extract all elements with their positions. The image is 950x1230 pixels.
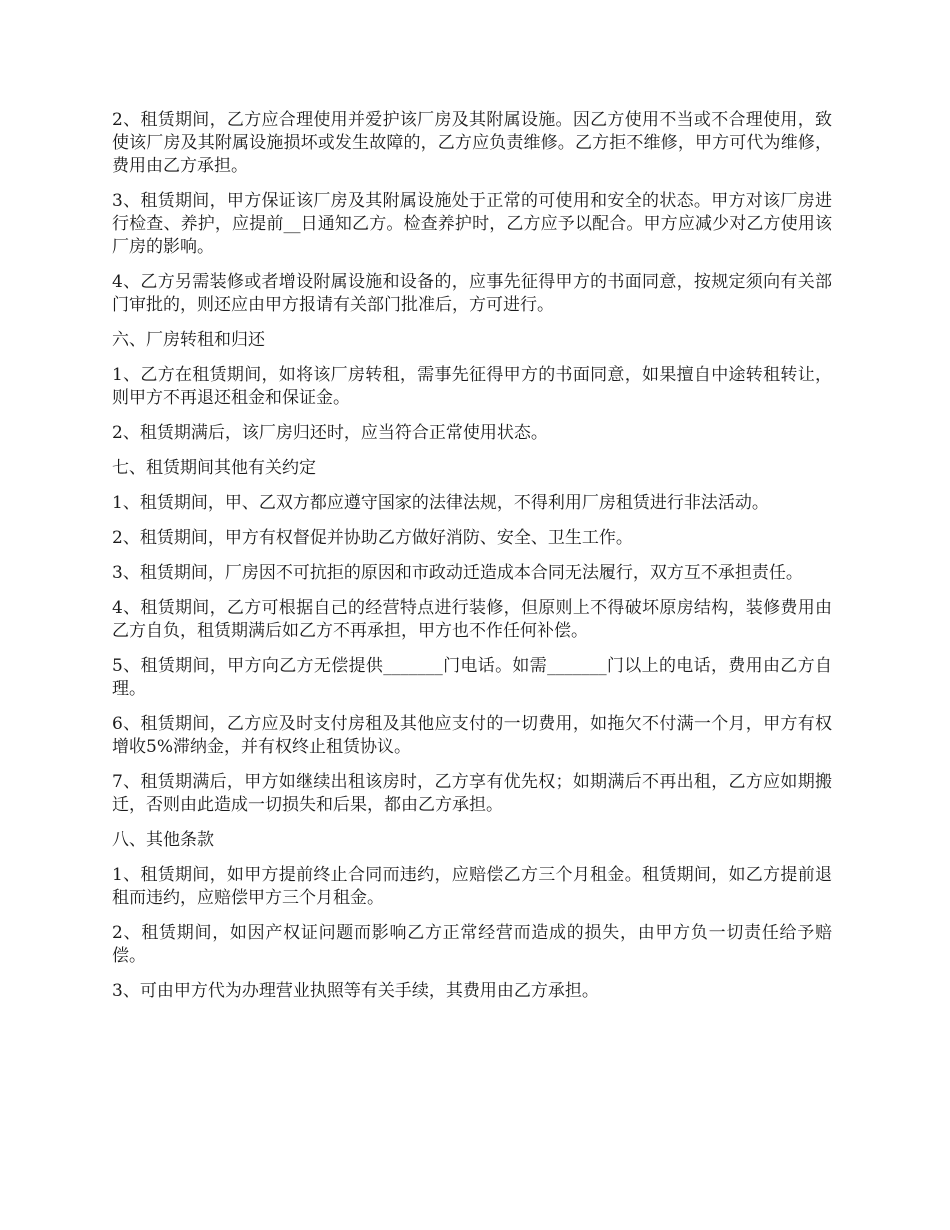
clause-7-1: 1、租赁期间，甲、乙双方都应遵守国家的法律法规，不得利用厂房租赁进行非法活动。 bbox=[112, 493, 769, 513]
clause-5-3: 3、租赁期间，甲方保证该厂房及其附属设施处于正常的可使用和安全的状态。甲方对该厂房进行检查、养护，应提前__日通知乙方。检查养护时，乙方应予以配合。甲方应减少对乙方使用该厂房的影响。 bbox=[112, 191, 832, 257]
document-page bbox=[112, 109, 832, 1015]
section-heading-7: 七、租赁期间其他有关约定 bbox=[112, 458, 316, 478]
clause-7-6: 6、租赁期间，乙方应及时支付房租及其他应支付的一切费用，如拖欠不付满一个月，甲方有权增收5%滞纳金，并有权终止租赁协议。 bbox=[112, 714, 832, 757]
clause-5-4: 4、乙方另需装修或者增设附属设施和设备的，应事先征得甲方的书面同意，按规定须向有关部门审批的，则还应由甲方报请有关部门批准后，方可进行。 bbox=[112, 272, 832, 315]
clause-7-4: 4、租赁期间，乙方可根据自己的经营特点进行装修，但原则上不得破坏原房结构，装修费用由乙方自负，租赁期满后如乙方不再承担，甲方也不作任何补偿。 bbox=[112, 598, 832, 641]
clause-7-3: 3、租赁期间，厂房因不可抗拒的原因和市政动迁造成本合同无法履行，双方互不承担责任。 bbox=[112, 563, 803, 583]
section-heading-8: 八、其他条款 bbox=[112, 830, 214, 850]
clause-7-2: 2、租赁期间，甲方有权督促并协助乙方做好消防、安全、卫生工作。 bbox=[112, 528, 633, 548]
clause-6-1: 1、乙方在租赁期间，如将该厂房转租，需事先征得甲方的书面同意，如果擅自中途转租转让，则甲方不再退还租金和保证金。 bbox=[112, 365, 832, 408]
clause-8-2: 2、租赁期间，如因产权证问题而影响乙方正常经营而造成的损失，由甲方负一切责任给予赔偿。 bbox=[112, 923, 832, 966]
clause-7-5: 5、租赁期间，甲方向乙方无偿提供_______门电话。如需_______门以上的电话，费用由乙方自理。 bbox=[112, 656, 832, 699]
clause-8-3: 3、可由甲方代为办理营业执照等有关手续，其费用由乙方承担。 bbox=[112, 981, 599, 1001]
clause-5-2: 2、租赁期间，乙方应合理使用并爱护该厂房及其附属设施。因乙方使用不当或不合理使用，致使该厂房及其附属设施损坏或发生故障的，乙方应负责维修。乙方拒不维修，甲方可代为维修，费用由乙方承担。 bbox=[112, 110, 832, 176]
clause-8-1: 1、租赁期间，如甲方提前终止合同而违约，应赔偿乙方三个月租金。租赁期间，如乙方提前退租而违约，应赔偿甲方三个月租金。 bbox=[112, 865, 832, 908]
clause-7-7: 7、租赁期满后，甲方如继续出租该房时，乙方享有优先权；如期满后不再出租，乙方应如期搬迁，否则由此造成一切损失和后果，都由乙方承担。 bbox=[112, 772, 832, 815]
clause-6-2: 2、租赁期满后，该厂房归还时，应当符合正常使用状态。 bbox=[112, 423, 548, 443]
section-heading-6: 六、厂房转租和归还 bbox=[112, 330, 265, 350]
